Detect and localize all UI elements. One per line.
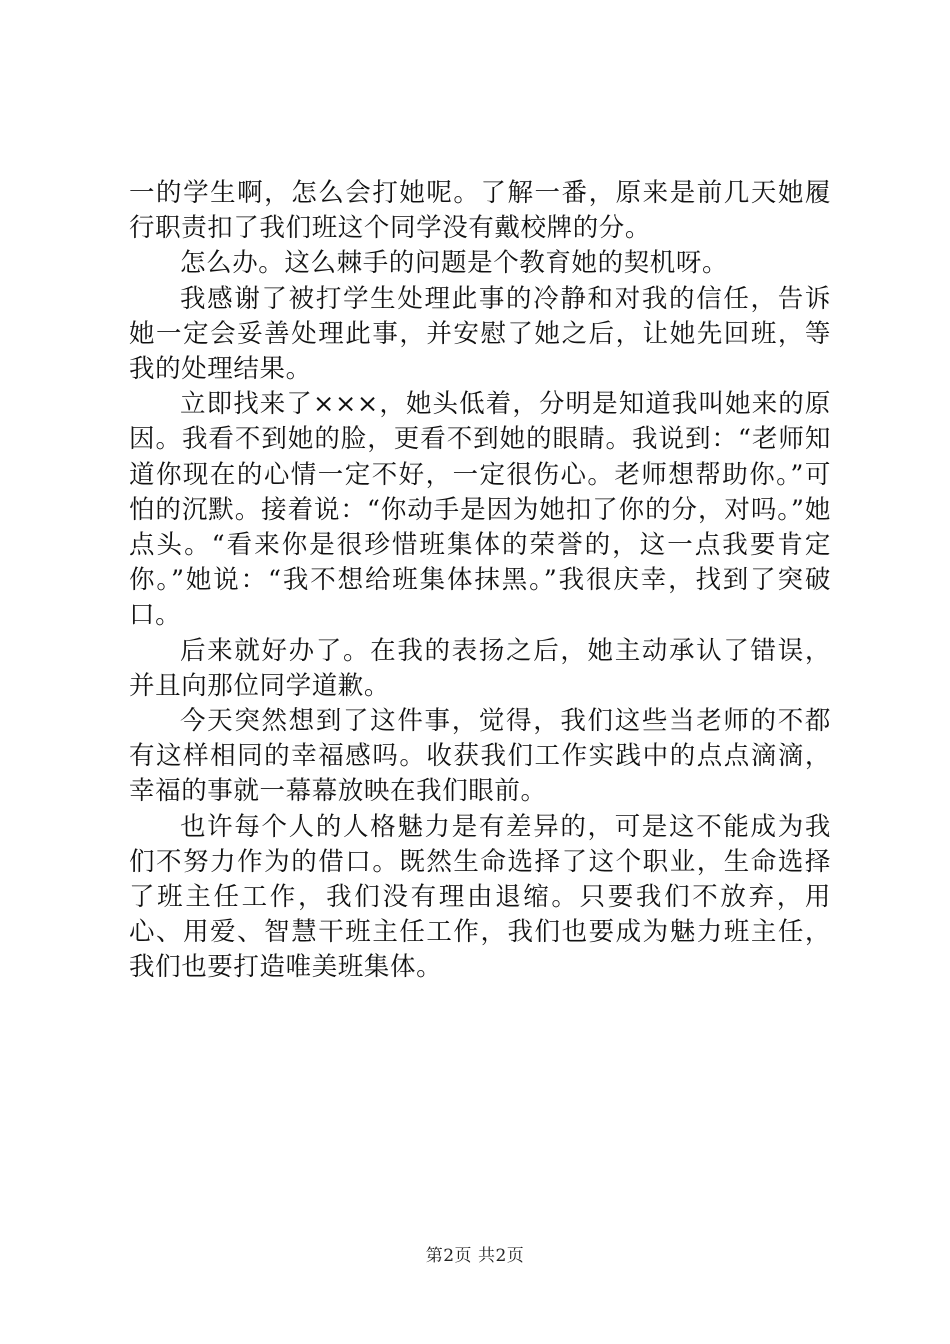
paragraph: 也许每个人的人格魅力是有差异的，可是这不能成为我们不努力作为的借口。既然生命选择了这个职业，生命选择了班主任工作，我们没有理由退缩。只要我们不放弃，用心、用爱、智慧干班主任工作，我们也要成为魅力班主任，我们也要打造唯美班集体。 xyxy=(129,811,831,983)
paragraph: 立即找来了×××，她头低着，分明是知道我叫她来的原因。我看不到她的脸，更看不到她的眼睛。我说到：“老师知道你现在的心情一定不好，一定很伤心。老师想帮助你。”可怕的沉默。接着说：“你动手是因为她扣了你的分，对吗。”她点头。“看来你是很珍惜班集体的荣誉的，这一点我要肯定你。”她说：“我不想给班集体抹黑。”我很庆幸，找到了突破口。 xyxy=(129,389,831,631)
paragraph: 今天突然想到了这件事，觉得，我们这些当老师的不都有这样相同的幸福感吗。收获我们工作实践中的点点滴滴，幸福的事就一幕幕放映在我们眼前。 xyxy=(129,706,831,807)
page-footer xyxy=(0,1241,950,1266)
paragraph: 怎么办。这么棘手的问题是个教育她的契机呀。 xyxy=(180,248,729,279)
paragraph-continued: 一的学生啊，怎么会打她呢。了解一番，原来是前几天她履行职责扣了我们班这个同学没有戴校牌的分。 xyxy=(129,178,831,244)
paragraph: 我感谢了被打学生处理此事的冷静和对我的信任，告诉她一定会妥善处理此事，并安慰了她之后，让她先回班，等我的处理结果。 xyxy=(129,283,831,385)
paragraph: 后来就好办了。在我的表扬之后，她主动承认了错误，并且向那位同学道歉。 xyxy=(129,635,831,701)
document-body xyxy=(129,176,831,986)
page-number: 第2页 共2页 xyxy=(425,1246,525,1266)
